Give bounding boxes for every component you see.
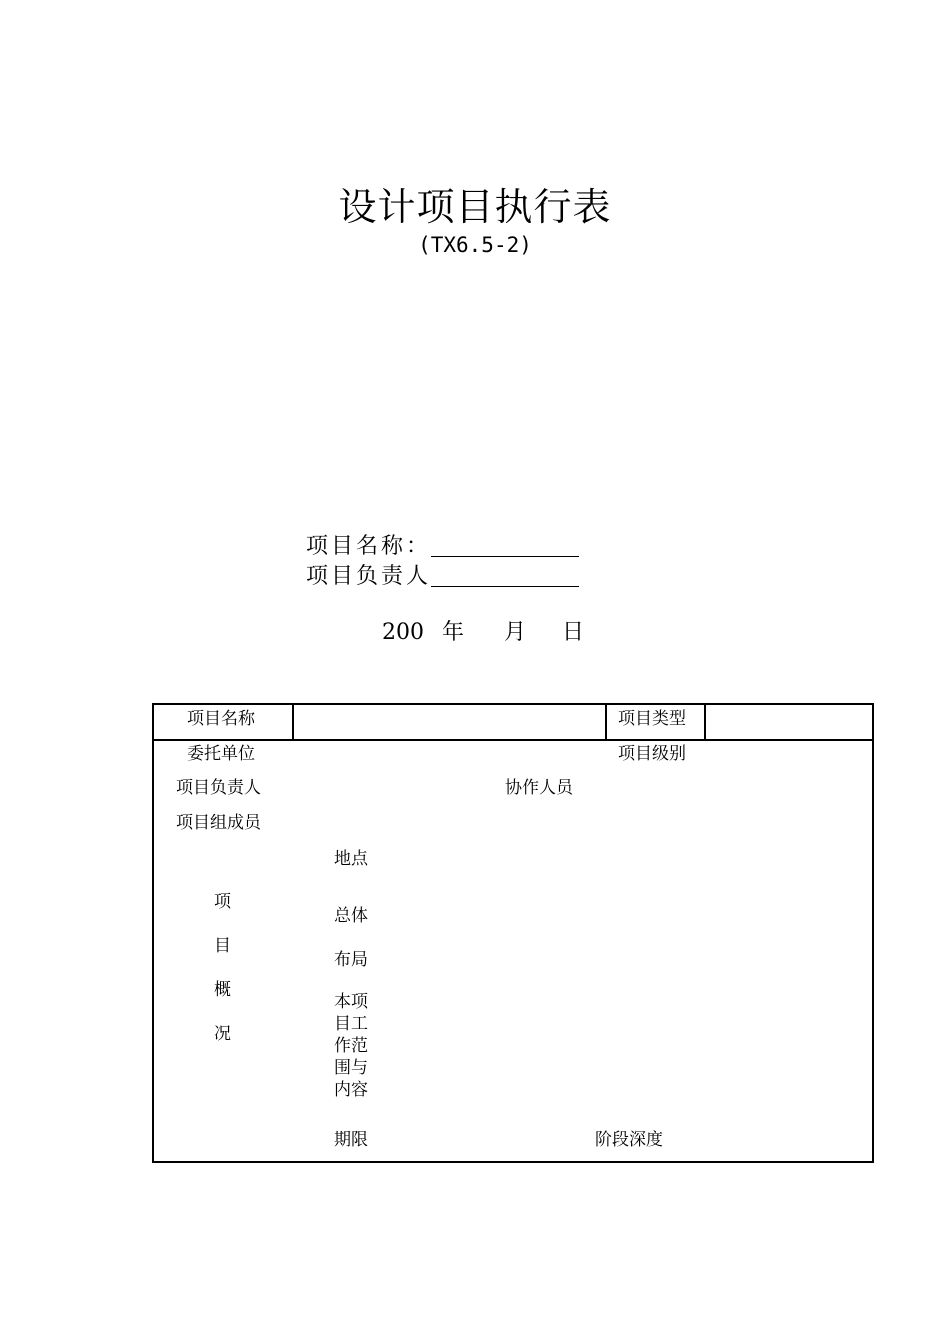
document-title: 设计项目执行表 <box>338 185 612 229</box>
overview-char-3: 概 <box>214 980 231 1000</box>
label-client: 委托单位 <box>187 744 255 764</box>
scope-line-1: 本项 <box>334 992 368 1012</box>
label-project-type: 项目类型 <box>618 709 686 729</box>
label-project-level: 项目级别 <box>618 744 686 764</box>
scope-line-4: 围与 <box>334 1058 368 1078</box>
col-divider-2 <box>605 705 607 739</box>
project-name-label: 项目名称： <box>306 534 432 559</box>
date-day-unit: 日 <box>562 620 585 645</box>
project-leader-label: 项目负责人 <box>306 564 432 589</box>
label-scope-content <box>334 991 368 1101</box>
overview-char-2: 目 <box>214 936 231 956</box>
label-collaborators: 协作人员 <box>505 778 573 798</box>
label-project-name: 项目名称 <box>187 709 255 729</box>
scope-line-2: 目工 <box>334 1014 368 1034</box>
header-row-divider <box>154 739 872 741</box>
label-team-members: 项目组成员 <box>176 813 261 833</box>
project-leader-line <box>306 562 579 592</box>
label-stage-depth: 阶段深度 <box>595 1130 663 1150</box>
project-name-blank[interactable] <box>431 532 579 557</box>
scope-line-5: 内容 <box>334 1080 368 1100</box>
label-location: 地点 <box>334 849 368 869</box>
project-leader-blank[interactable] <box>431 562 579 587</box>
document-code: (TX6.5-2) <box>418 233 532 257</box>
label-project-leader: 项目负责人 <box>176 778 261 798</box>
project-type-field[interactable] <box>706 705 872 739</box>
date-year: 200 <box>382 620 424 645</box>
scope-line-3: 作范 <box>334 1036 368 1056</box>
project-name-line <box>306 532 579 562</box>
date-line <box>382 618 584 648</box>
date-month-unit: 月 <box>504 620 527 645</box>
execution-form-table <box>152 703 874 1163</box>
label-overall: 总体 <box>334 906 368 926</box>
label-layout: 布局 <box>334 950 368 970</box>
project-name-field[interactable] <box>294 705 605 739</box>
label-deadline: 期限 <box>334 1130 368 1150</box>
overview-char-4: 况 <box>214 1024 231 1044</box>
date-year-unit: 年 <box>442 620 465 645</box>
overview-char-1: 项 <box>214 892 231 912</box>
